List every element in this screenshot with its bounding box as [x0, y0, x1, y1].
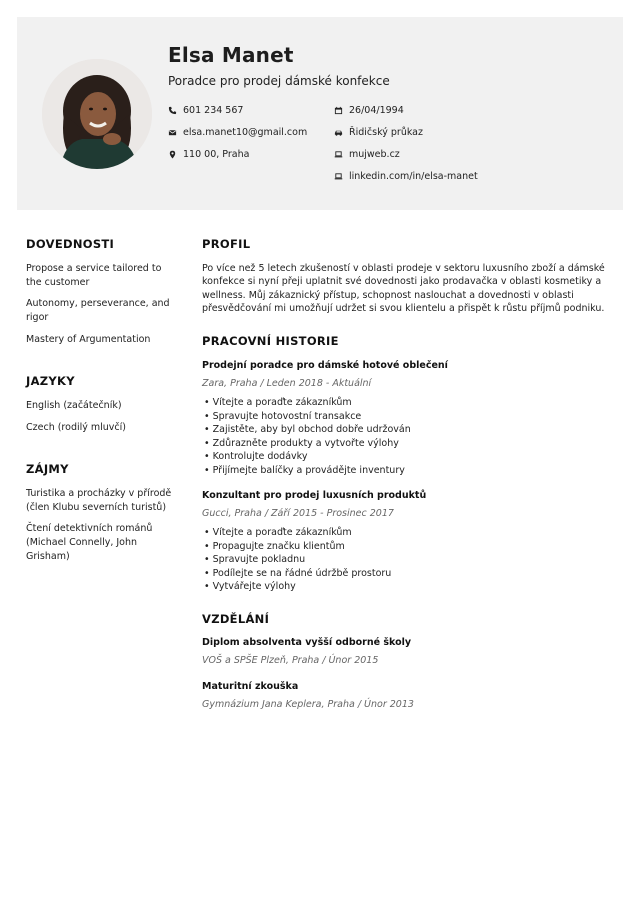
job-meta: Gucci, Praha / Září 2015 - Prosinec 2017 — [202, 508, 394, 519]
work-history-heading: PRACOVNÍ HISTORIE — [202, 334, 339, 348]
laptop-icon — [334, 172, 343, 181]
contact-email[interactable]: elsa.manet10@gmail.com — [168, 127, 307, 138]
candidate-headline: Poradce pro prodej dámské konfekce — [168, 74, 390, 88]
degree-title: Diplom absolventa vyšší odborné školy — [202, 637, 412, 648]
degree-meta: Gymnázium Jana Keplera, Praha / Únor 2013 — [202, 699, 414, 710]
list-item: • Zajistěte, aby byl obchod dobře udržován — [204, 423, 411, 437]
profile-summary: Po více než 5 letech zkušeností v oblasti prodeje v sektoru luxusního zboží a dámské konfekce si nyní přeji uplatnit své dovednosti jako prodavačka v oblasti kosmetiky a wellness. Můj zákaznický přístup, schopnost naslouchat a dovednosti v oblasti přesvědčování mi umožňují udržet si svou klientelu a přispět k růstu příjmů podniku. — [202, 263, 605, 315]
job-title: Konzultant pro prodej luxusních produktů — [202, 490, 427, 501]
laptop-icon — [334, 150, 343, 159]
language-item: English (začátečník) — [26, 400, 122, 411]
education-heading: VZDĚLÁNÍ — [202, 612, 270, 626]
list-item: • Propagujte značku klientům — [204, 540, 391, 554]
contact-website[interactable]: mujweb.cz — [334, 149, 400, 160]
list-item: • Přijímejte balíčky a provádějte inventury — [204, 464, 411, 478]
list-item: • Spravujte hotovostní transakce — [204, 410, 411, 424]
languages-heading: JAZYKY — [26, 374, 75, 388]
degree-title: Maturitní zkouška — [202, 681, 299, 692]
avatar — [42, 59, 152, 169]
phone-icon — [168, 106, 177, 115]
contact-address: 110 00, Praha — [168, 149, 249, 160]
contact-phone: 601 234 567 — [168, 105, 243, 116]
skill-item: Autonomy, perseverance, and rigor — [26, 298, 170, 323]
skills-heading: DOVEDNOSTI — [26, 237, 115, 251]
language-item: Czech (rodilý mluvčí) — [26, 422, 127, 433]
list-item: • Zdůrazněte produkty a vytvořte výlohy — [204, 437, 411, 451]
interests-heading: ZÁJMY — [26, 462, 69, 476]
skill-item: Propose a service tailored to the customer — [26, 263, 162, 288]
list-item: • Kontrolujte dodávky — [204, 450, 411, 464]
list-item: • Vítejte a poraďte zákazníkům — [204, 396, 411, 410]
contact-license: Řidičský průkaz — [334, 127, 423, 138]
list-item: • Vytvářejte výlohy — [204, 580, 391, 594]
list-item: • Podílejte se na řádné údržbě prostoru — [204, 567, 391, 581]
job-duties-list — [204, 526, 391, 594]
contact-linkedin[interactable]: linkedin.com/in/elsa-manet — [334, 171, 478, 182]
job-title: Prodejní poradce pro dámské hotové oblečení — [202, 360, 448, 371]
job-duties-list — [204, 396, 411, 478]
contact-birthdate: 26/04/1994 — [334, 105, 404, 116]
list-item: • Spravujte pokladnu — [204, 553, 391, 567]
list-item: • Vítejte a poraďte zákazníkům — [204, 526, 391, 540]
candidate-name: Elsa Manet — [168, 43, 294, 67]
profile-heading: PROFIL — [202, 237, 251, 251]
interest-item: Čtení detektivních románů (Michael Connelly, John Grisham) — [26, 523, 153, 562]
envelope-icon — [168, 128, 177, 137]
resume-header — [17, 17, 623, 210]
map-pin-icon — [168, 150, 177, 159]
degree-meta: VOŠ a SPŠE Plzeň, Praha / Únor 2015 — [202, 655, 379, 666]
profile-photo — [42, 59, 152, 169]
calendar-icon — [334, 106, 343, 115]
skill-item: Mastery of Argumentation — [26, 334, 151, 345]
interest-item: Turistika a procházky v přírodě (člen Klubu severních turistů) — [26, 488, 172, 513]
car-icon — [334, 128, 343, 137]
job-meta: Zara, Praha / Leden 2018 - Aktuální — [202, 378, 372, 389]
